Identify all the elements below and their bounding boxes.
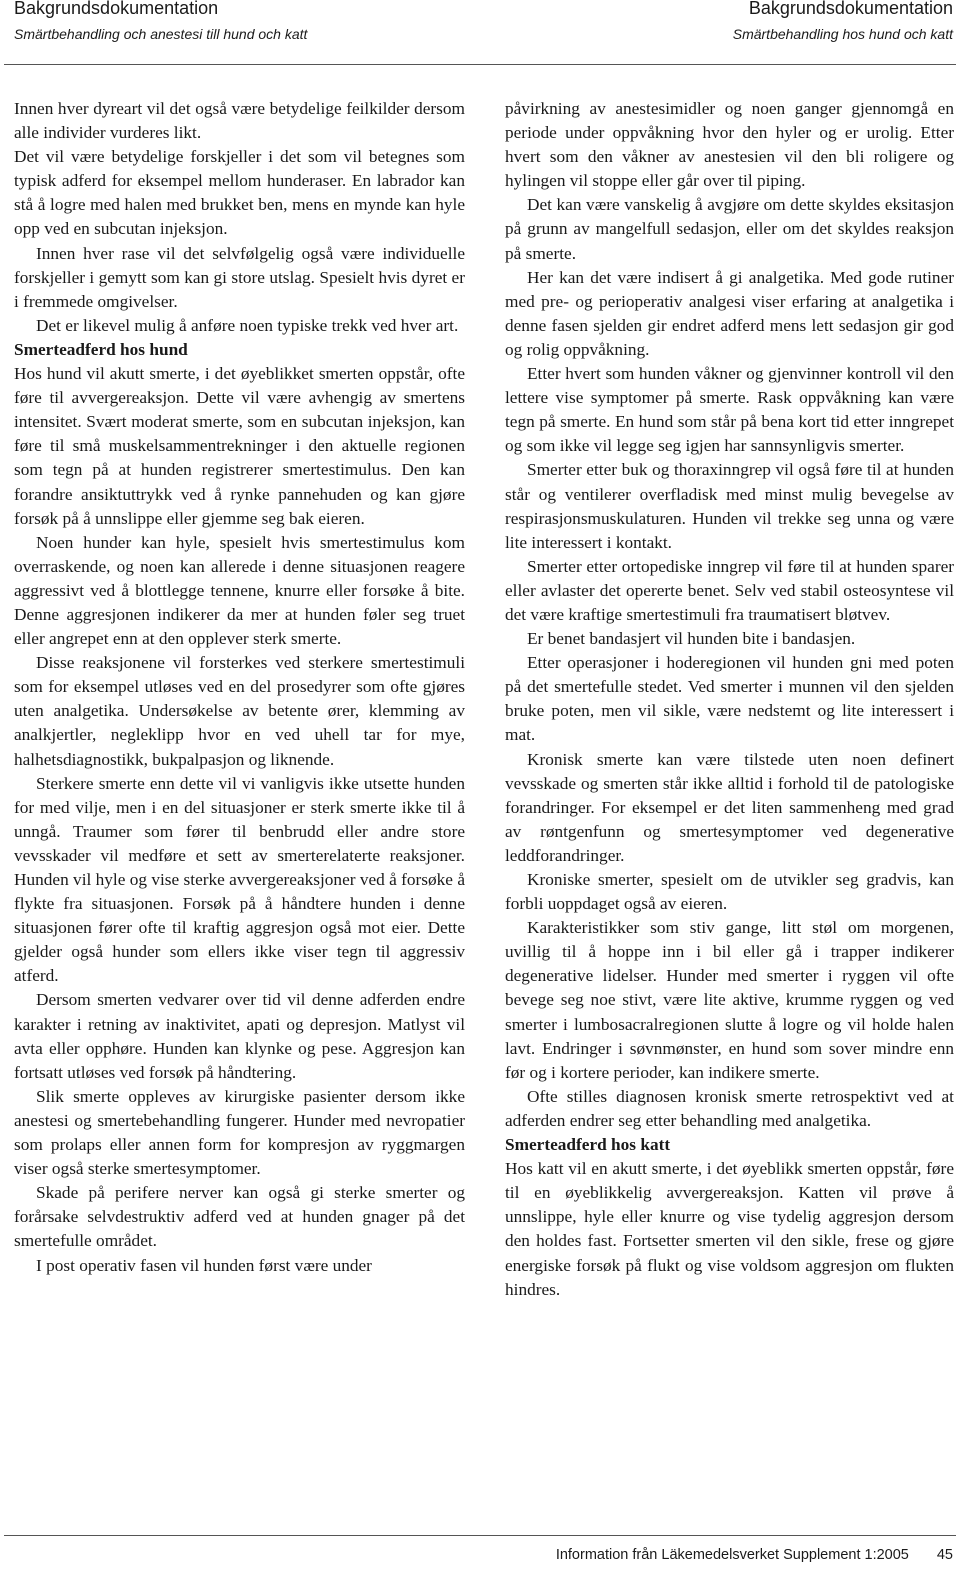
paragraph: Smerter etter ortopediske inngrep vil føre til at hunden sparer eller avlaster det opererte benet. Selv ved stabil osteosyntese vil det være kraftige smertestimuli fra traumatisert bløtvev. bbox=[505, 556, 954, 624]
header-right-title: Bakgrundsdokumentation bbox=[748, 0, 953, 18]
paragraph: Innen hver dyreart vil det også være betydelige feilkilder dersom alle individer vurderes likt. bbox=[14, 99, 465, 143]
paragraph: Slik smerte oppleves av kirurgiske pasienter dersom ikke anestesi og smertebehandling fungerer. Hunder med nevropatier som prolaps eller annen form for kompresjon av ryggmargen viser også sterke smertesymptomer. bbox=[14, 1086, 465, 1179]
header-left-subtitle: Smärtbehandling och anestesi till hund och katt bbox=[14, 26, 308, 42]
header-right-subtitle: Smärtbehandling hos hund och katt bbox=[732, 26, 953, 42]
paragraph: Smerter etter buk og thoraxinngrep vil også føre til at hunden står og ventilerer overfladisk med minst mulig bevegelse av respirasjonsmuskulaturen. Hunden vil trekke seg unna og være lite interessert i kontakt. bbox=[505, 460, 954, 552]
footer-publication: Information från Läkemedelsverket Supplement 1:2005 bbox=[555, 1547, 909, 1563]
header-left-title: Bakgrundsdokumentation bbox=[14, 0, 219, 18]
paragraph: I post operativ fasen vil hunden først være under bbox=[36, 1255, 372, 1275]
paragraph: Ofte stilles diagnosen kronisk smerte retrospektivt ved at adferden endrer seg etter behandling med analgetika. bbox=[505, 1086, 954, 1130]
paragraph: Dersom smerten vedvarer over tid vil denne adferden endre karakter i retning av inaktivitet, apati og depresjon. Matlyst vil avta eller opphøre. Hunden kan klynke og pese. Aggresjon kan fortsatt utløses ved forsøk på håndtering. bbox=[14, 990, 465, 1082]
paragraph: Kroniske smerter, spesielt om de utvikler seg gradvis, kan forbli uoppdaget også av eieren. bbox=[505, 870, 954, 914]
paragraph: Det vil være betydelige forskjeller i det som vil betegnes som typisk adferd for eksempel mellom hunderaser. En labrador kan stå å logre med halen med brukket ben, mens en mynde kan hyle opp ved en subcutan injeksjon. bbox=[14, 147, 465, 239]
paragraph: Innen hver rase vil det selvfølgelig også være individuelle forskjeller i gemytt som kan gi store utslag. Spesielt hvis dyret er i fremmede omgivelser. bbox=[14, 243, 465, 311]
paragraph: Her kan det være indisert å gi analgetika. Med gode rutiner med pre- og perioperativ analgesi viser erfaring at analgetika i denne fasen sjelden gir endret adferd mens lett sedasjon gir god og rolig oppvåkning. bbox=[505, 267, 954, 359]
paragraph: Noen hunder kan hyle, spesielt hvis smertestimulus kom overraskende, og noen kan allerede i denne situasjonen reagere aggressivt ved å blottlegge tennene, knurre eller forsøke å bite. Denne aggresjonen indikerer da mer at hunden føler seg truet eller angrepet enn at den opplever sterk smerte. bbox=[14, 532, 465, 649]
paragraph: Disse reaksjonene vil forsterkes ved sterkere smertestimuli som for eksempel utløses ved en del prosedyrer som ofte gjøres uten analgetika. Undersøkelse av betente ører, klemming av analkjertler, negleklipp hvor en ved uhell tar for mye, halhetsdiagnostikk, bukpalpasjon og liknende. bbox=[14, 653, 465, 769]
paragraph: Skade på perifere nerver kan også gi sterke smerter og forårsake selvdestruktiv adferd ved at hunden gnager på det smertefulle området. bbox=[14, 1183, 465, 1251]
left-text-column bbox=[14, 97, 465, 1278]
paragraph: Karakteristikker som stiv gange, litt støl om morgenen, uvillig til å hoppe inn i bil eller gå i trapper indikerer degenerative lidelser. Hunder med smerter i ryggen vil ofte bevege seg noe stivt, være lite aktive, krumme ryggen og ved smerter i lumbosacralregionen slutte å logre og vil holde halen lavt. Endringer i søvnmønster, en hund som sover mindre enn før og i kortere perioder, kan indikere smerte. bbox=[505, 918, 954, 1082]
paragraph: Hos hund vil akutt smerte, i det øyeblikket smerten oppstår, ofte føre til avvergereaksjon. Dette vil være avhengig av smertens intensitet. Svært moderat smerte, som en subcutan injeksjon, kan føre til små muskelsammentrekninger i den aktuelle regionen som tegn på at hunden registrerer smertestimulus. Den kan forandre ansiktuttrykk ved å rynke pannehuden og kan gjøre forsøk på å unnslippe eller gjemme seg bak eieren. bbox=[14, 364, 465, 528]
paragraph: Etter operasjoner i hoderegionen vil hunden gni med poten på det smertefulle stedet. Ved smerter i munnen vil den sjelden bruke poten, men vil sikle, være nedstemt og lite interessert i mat. bbox=[505, 653, 954, 745]
paragraph: påvirkning av anestesimidler og noen ganger gjennomgå en periode under oppvåkning hvor den hyler og er urolig. Etter hvert som den våkner av anestesien vil den bli roligere og hylingen vil stoppe eller går over til piping. bbox=[505, 99, 954, 191]
right-text-column bbox=[505, 97, 954, 1302]
paragraph: Etter hvert som hunden våkner og gjenvinner kontroll vil den lettere vise symptomer på smerte. Rask oppvåkning kan være tegn på smerte. En hund som står på bena kort tid etter inngrepet og som ikke vil legge seg igjen har sannsynligvis smerter. bbox=[505, 364, 954, 456]
footer-divider bbox=[4, 1535, 956, 1536]
header-divider bbox=[4, 64, 956, 65]
paragraph: Kronisk smerte kan være tilstede uten noen definert vevsskade og smerten står ikke alltid i forhold til de patologiske forandringer. For eksempel er det liten sammenheng med grad av røntgenfunn og smertesymptomer ved degenerative leddforandringer. bbox=[505, 749, 954, 865]
paragraph: Hos katt vil en akutt smerte, i det øyeblikk smerten oppstår, føre til en øyeblikkelig avvergereaksjon. Katten vil prøve å unnslippe, hyle eller knurre og vise tydelig aggresjon dersom den holdes fast. Fortsetter smerten vil den sikle, frese og gjøre energiske forsøk på flukt og vise voldsom aggresjon om flukten hindres. bbox=[505, 1159, 954, 1299]
page-number: 45 bbox=[936, 1547, 953, 1563]
paragraph: Det kan være vanskelig å avgjøre om dette skyldes eksitasjon på grunn av mangelfull sedasjon, eller om det skyldes reaksjon på smerte. bbox=[505, 195, 954, 263]
page-footer bbox=[556, 1545, 953, 1565]
paragraph: Det er likevel mulig å anføre noen typiske trekk ved hver art. bbox=[36, 315, 459, 335]
section-heading: Smerteadferd hos hund bbox=[14, 339, 188, 359]
paragraph: Er benet bandasjert vil hunden bite i bandasjen. bbox=[527, 629, 856, 649]
header-right bbox=[733, 0, 953, 44]
section-heading: Smerteadferd hos katt bbox=[505, 1135, 671, 1155]
header-left bbox=[14, 0, 307, 44]
paragraph: Sterkere smerte enn dette vil vi vanligvis ikke utsette hunden for med vilje, men i en del situasjoner er sterk smerte ikke til å unngå. Traumer som fører til benbrudd eller andre store vevsskader vil medføre et sett av smerterelaterte reaksjoner. Hunden vil hyle og vise sterke avvergereaksjoner ved å forsøke å flykte fra situasjonen. Forsøk på å håndtere hunden i denne situasjonen fører ofte til kraftig aggresjon også mot eier. Dette gjelder også hunder som ellers ikke viser tegn til aggressiv atferd. bbox=[14, 773, 465, 986]
